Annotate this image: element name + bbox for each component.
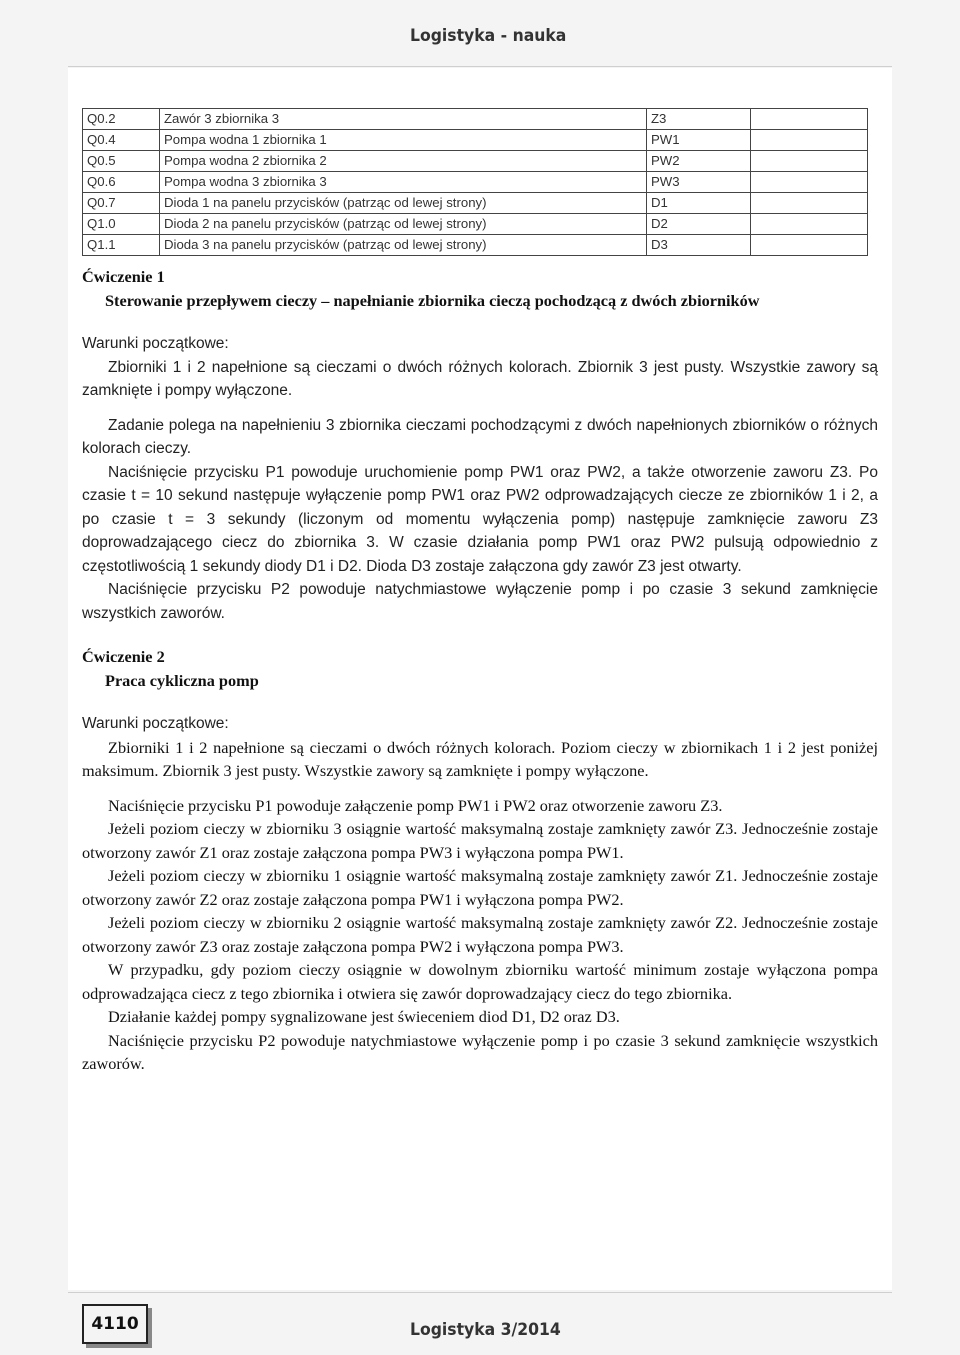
table-row xyxy=(83,235,868,256)
empty-cell xyxy=(751,235,868,256)
exercise-1-paragraph: Naciśnięcie przycisku P2 powoduje natychmiastowe wyłączenie pomp i po czasie 3 sekund zamknięcie wszystkich zaworów. xyxy=(82,581,878,622)
table-row xyxy=(83,109,868,130)
symbol-cell: D2 xyxy=(647,214,751,235)
address-cell: Q0.5 xyxy=(83,151,160,172)
exercise-1-paragraph: Naciśnięcie przycisku P1 powoduje uruchomienie pomp PW1 oraz PW2, a także otworzenie zaworu Z3. Po czasie t = 10 sekund następuje wyłączenie pomp PW1 oraz PW2 odprowadzających ciecze ze zbiorników 1 i 2, a po czasie t = 3 sekundy (liczonym od momentu wyłączenia pomp) następuje zamknięcie zaworu Z3 doprowadzającego ciecz do zbiornika 3. W czasie działania pomp PW1 oraz PW2 pulsują odpowiednio z częstotliwością 1 sekundy diody D1 i D2. Dioda D3 zostaje załączona gdy zawór Z3 jest otwarty. xyxy=(82,463,878,575)
exercise-2-title: Ćwiczenie 2 xyxy=(82,647,165,666)
exercise-1-conditions-label: Warunki początkowe: xyxy=(82,335,229,352)
exercise-2-paragraph: Jeżeli poziom cieczy w zbiorniku 1 osiągnie wartość maksymalną zostaje zamknięty zawór Z1. Jednocześnie zostaje otworzony zawór Z2 oraz zostaje załączona pompa PW1 i wyłączona pompa PW2. xyxy=(82,866,878,909)
empty-cell xyxy=(751,109,868,130)
empty-cell xyxy=(751,172,868,193)
symbol-cell: D1 xyxy=(647,193,751,214)
footer-rule xyxy=(68,1292,892,1293)
exercise-1-conditions-text: Zbiorniki 1 i 2 napełnione są cieczami o dwóch różnych kolorach. Zbiornik 3 jest pusty. Wszystkie zawory są zamknięte i pompy wyłączone. xyxy=(82,358,878,399)
table-row xyxy=(83,130,868,151)
symbol-cell: PW1 xyxy=(647,130,751,151)
exercise-2-paragraph: W przypadku, gdy poziom cieczy osiągnie w dowolnym zbiorniku wartość minimum zostaje wyłączona pompa odprowadzająca ciecz z tego zbiornika i otwiera się zawór doprowadzający ciecz do tego zbiornika. xyxy=(82,960,878,1003)
journal-section-header: Logistyka - nauka xyxy=(410,26,567,46)
page-number: 4110 xyxy=(82,1304,148,1344)
empty-cell xyxy=(751,193,868,214)
header-rule xyxy=(68,66,892,67)
description-cell: Dioda 3 na panelu przycisków (patrząc od lewej strony) xyxy=(160,235,647,256)
exercise-2-paragraph: Jeżeli poziom cieczy w zbiorniku 2 osiągnie wartość maksymalną zostaje zamknięty zawór Z2. Jednocześnie zostaje otworzony zawór Z3 oraz zostaje załączona pompa PW2 i wyłączona pompa PW3. xyxy=(82,913,878,956)
description-cell: Dioda 2 na panelu przycisków (patrząc od lewej strony) xyxy=(160,214,647,235)
symbol-cell: D3 xyxy=(647,235,751,256)
table-row xyxy=(83,193,868,214)
empty-cell xyxy=(751,130,868,151)
description-cell: Pompa wodna 3 zbiornika 3 xyxy=(160,172,647,193)
address-cell: Q0.2 xyxy=(83,109,160,130)
table-row xyxy=(83,151,868,172)
table-row xyxy=(83,214,868,235)
exercise-2-paragraph: Naciśnięcie przycisku P1 powoduje załączenie pomp PW1 i PW2 oraz otworzenie zaworu Z3. xyxy=(108,795,723,815)
description-cell: Zawór 3 zbiornika 3 xyxy=(160,109,647,130)
exercise-2-paragraph: Naciśnięcie przycisku P2 powoduje natychmiastowe wyłączenie pomp i po czasie 3 sekund zamknięcie wszystkich zaworów. xyxy=(82,1030,878,1073)
exercise-2-paragraph: Jeżeli poziom cieczy w zbiorniku 3 osiągnie wartość maksymalną zostaje zamknięty zawór Z3. Jednocześnie zostaje otworzony zawór Z1 oraz zostaje załączona pompa PW3 i wyłączona pompa PW1. xyxy=(82,819,878,862)
exercise-2-conditions-label: Warunki początkowe: xyxy=(82,715,229,732)
signal-table xyxy=(82,108,868,256)
address-cell: Q1.0 xyxy=(83,214,160,235)
exercise-2-paragraph: Działanie każdej pompy sygnalizowane jest świeceniem diod D1, D2 oraz D3. xyxy=(108,1007,620,1026)
article-body xyxy=(82,265,878,1076)
exercise-2-subtitle: Praca cykliczna pomp xyxy=(105,670,259,690)
address-cell: Q0.7 xyxy=(83,193,160,214)
journal-issue: Logistyka 3/2014 xyxy=(410,1320,561,1340)
description-cell: Dioda 1 na panelu przycisków (patrząc od lewej strony) xyxy=(160,193,647,214)
table-row xyxy=(83,172,868,193)
description-cell: Pompa wodna 1 zbiornika 1 xyxy=(160,130,647,151)
empty-cell xyxy=(751,214,868,235)
exercise-2-conditions-text: Zbiorniki 1 i 2 napełnione są cieczami o dwóch różnych kolorach. Poziom cieczy w zbiornikach 1 i 2 jest poniżej maksimum. Zbiornik 3 jest pusty. Wszystkie zawory są zamknięte i pompy wyłączone. xyxy=(82,737,878,780)
address-cell: Q0.6 xyxy=(83,172,160,193)
symbol-cell: PW3 xyxy=(647,172,751,193)
description-cell: Pompa wodna 2 zbiornika 2 xyxy=(160,151,647,172)
exercise-1-title: Ćwiczenie 1 xyxy=(82,267,165,286)
address-cell: Q0.4 xyxy=(83,130,160,151)
symbol-cell: Z3 xyxy=(647,109,751,130)
exercise-1-paragraph: Zadanie polega na napełnieniu 3 zbiornika cieczami pochodzącymi z dwóch napełnionych zbiorników o różnych kolorach cieczy. xyxy=(82,416,878,457)
exercise-1-subtitle: Sterowanie przepływem cieczy – napełnianie zbiornika cieczą pochodzącą z dwóch zbiorników xyxy=(105,290,760,310)
address-cell: Q1.1 xyxy=(83,235,160,256)
symbol-cell: PW2 xyxy=(647,151,751,172)
empty-cell xyxy=(751,151,868,172)
